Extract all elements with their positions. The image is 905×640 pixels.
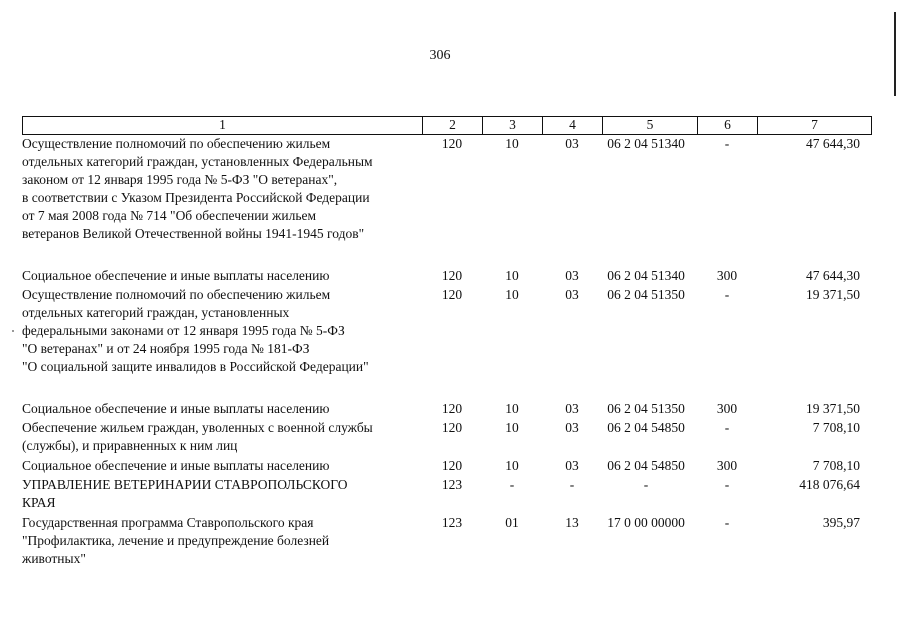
row-col-3: - <box>509 477 515 492</box>
row-col-6: - <box>724 515 730 530</box>
row-description: Социальное обеспечение и иные выплаты населению <box>22 458 330 473</box>
row-col-5: 06 2 04 54850 <box>607 458 685 473</box>
row-col-5: 06 2 04 51340 <box>607 136 685 151</box>
header-col-6: 6 <box>698 117 758 134</box>
row-col-5: 06 2 04 51350 <box>607 287 685 302</box>
row-col-2: 120 <box>441 458 463 473</box>
row-amount: 47 644,30 <box>806 268 860 283</box>
row-col-2: 120 <box>441 401 463 416</box>
row-col-2: 123 <box>441 477 463 492</box>
page-number: 306 <box>429 48 451 63</box>
row-amount: 418 076,64 <box>799 477 860 492</box>
row-col-6: - <box>724 136 730 151</box>
header-col-1: 1 <box>23 117 423 134</box>
row-col-3: 10 <box>505 458 519 473</box>
table-header <box>22 116 872 135</box>
row-col-5: 06 2 04 51350 <box>607 401 685 416</box>
scan-speck <box>12 330 14 332</box>
row-col-2: 120 <box>441 268 463 283</box>
row-description: Социальное обеспечение и иные выплаты населению <box>22 268 330 283</box>
row-col-3: 10 <box>505 287 519 302</box>
row-col-4: 03 <box>565 136 579 151</box>
row-col-2: 123 <box>441 515 463 530</box>
row-col-5: 17 0 00 00000 <box>607 515 685 530</box>
row-col-3: 01 <box>505 515 519 530</box>
header-col-4: 4 <box>543 117 603 134</box>
row-description: Государственная программа Ставропольского края "Профилактика, лечение и предупреждение болезней животных" <box>22 515 330 566</box>
row-amount: 47 644,30 <box>806 136 860 151</box>
row-col-4: 03 <box>565 268 579 283</box>
row-description: Осуществление полномочий по обеспечению жильем отдельных категорий граждан, установленных федеральными законами от 12 января 1995 года № 5-ФЗ "О ветеранах" и от 24 ноября 1995 года № 181-ФЗ "О социальной защите инвалидов в Российской Федерации" <box>22 287 369 374</box>
row-col-6: 300 <box>716 458 738 473</box>
row-col-6: - <box>724 287 730 302</box>
row-col-3: 10 <box>505 420 519 435</box>
row-col-6: - <box>724 477 730 492</box>
row-amount: 19 371,50 <box>806 401 860 416</box>
row-col-4: 03 <box>565 401 579 416</box>
row-col-5: 06 2 04 54850 <box>607 420 685 435</box>
row-col-4: 03 <box>565 420 579 435</box>
row-amount: 395,97 <box>822 515 860 530</box>
row-col-6: 300 <box>716 401 738 416</box>
row-col-3: 10 <box>505 136 519 151</box>
row-description: УПРАВЛЕНИЕ ВЕТЕРИНАРИИ СТАВРОПОЛЬСКОГО КРАЯ <box>22 477 348 510</box>
row-col-5: 06 2 04 51340 <box>607 268 685 283</box>
row-col-3: 10 <box>505 401 519 416</box>
header-col-3: 3 <box>483 117 543 134</box>
row-col-5: - <box>643 477 649 492</box>
row-col-4: - <box>569 477 575 492</box>
row-col-2: 120 <box>441 420 463 435</box>
row-col-6: 300 <box>716 268 738 283</box>
row-description: Социальное обеспечение и иные выплаты населению <box>22 401 330 416</box>
row-amount: 7 708,10 <box>812 420 860 435</box>
row-col-2: 120 <box>441 136 463 151</box>
row-col-3: 10 <box>505 268 519 283</box>
header-col-5: 5 <box>603 117 698 134</box>
row-col-4: 03 <box>565 458 579 473</box>
row-description: Обеспечение жильем граждан, уволенных с военной службы (службы), и приравненных к ним лиц <box>22 420 373 453</box>
row-amount: 7 708,10 <box>812 458 860 473</box>
row-col-4: 03 <box>565 287 579 302</box>
row-description: Осуществление полномочий по обеспечению жильем отдельных категорий граждан, установленных Федеральным законом от 12 января 1995 года № 5-ФЗ "О ветеранах", в соответствии с Указом Президента Российской Федерации от 7 мая 2008 года № 714 "Об обеспечении жильем ветеранов Великой Отечественной войны 1941-1945 годов" <box>22 136 373 241</box>
header-col-7: 7 <box>811 117 818 132</box>
row-col-6: - <box>724 420 730 435</box>
header-col-2: 2 <box>423 117 483 134</box>
margin-rule <box>894 12 896 96</box>
row-col-4: 13 <box>565 515 579 530</box>
row-col-2: 120 <box>441 287 463 302</box>
row-amount: 19 371,50 <box>806 287 860 302</box>
